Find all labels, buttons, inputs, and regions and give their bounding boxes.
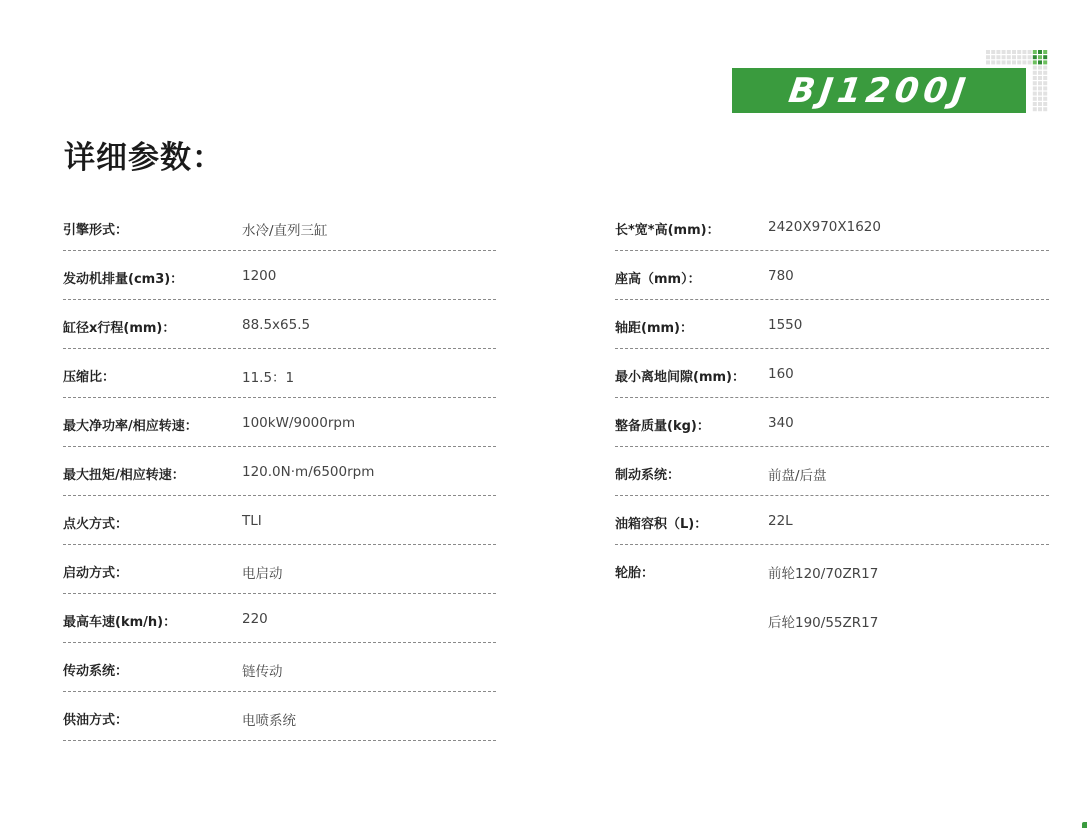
spec-list-right xyxy=(615,202,1049,643)
spec-row xyxy=(63,398,496,447)
spec-list-left xyxy=(63,202,496,741)
spec-value: 340 xyxy=(768,415,794,431)
spec-label: 最高车速(km/h)： xyxy=(63,615,177,630)
spec-value: 前轮120/70ZR17 xyxy=(768,566,879,582)
spec-label: 供油方式： xyxy=(63,713,129,728)
spec-value: 水冷/直列三缸 xyxy=(242,223,328,239)
spec-value: 前盘/后盘 xyxy=(768,468,827,484)
spec-label: 油箱容积（L)： xyxy=(615,517,708,532)
model-name: BJ1200J xyxy=(785,70,973,111)
spec-label: 最大净功率/相应转速： xyxy=(63,419,198,434)
spec-row xyxy=(63,202,496,251)
spec-value: 780 xyxy=(768,268,794,284)
spec-row xyxy=(63,349,496,398)
spec-row xyxy=(615,300,1049,349)
spec-value: 后轮190/55ZR17 xyxy=(768,615,879,631)
spec-value: 电喷系统 xyxy=(242,713,296,729)
spec-label: 轮胎： xyxy=(615,566,655,581)
spec-row xyxy=(63,643,496,692)
spec-label: 整备质量(kg)： xyxy=(615,419,710,434)
spec-label: 轴距(mm)： xyxy=(615,321,693,336)
spec-value: 2420X970X1620 xyxy=(768,219,881,235)
spec-row xyxy=(615,496,1049,545)
spec-label: 最大扭矩/相应转速： xyxy=(63,468,185,483)
spec-label: 长*宽*高(mm)： xyxy=(615,223,720,238)
spec-value: 1200 xyxy=(242,268,277,284)
spec-value: 链传动 xyxy=(242,664,283,680)
model-badge xyxy=(732,68,1026,113)
spec-label: 压缩比： xyxy=(63,370,116,385)
spec-label: 启动方式： xyxy=(63,566,129,581)
spec-label: 引擎形式： xyxy=(63,223,129,238)
spec-row xyxy=(63,496,496,545)
spec-label: 缸径x行程(mm)： xyxy=(63,321,176,336)
spec-value: 22L xyxy=(768,513,793,529)
corner-accent xyxy=(1082,822,1087,828)
spec-label: 座高（mm）： xyxy=(615,272,701,287)
spec-label: 制动系统： xyxy=(615,468,681,483)
spec-row xyxy=(63,447,496,496)
spec-row xyxy=(615,545,1049,594)
spec-row xyxy=(615,202,1049,251)
spec-label: 发动机排量(cm3)： xyxy=(63,272,184,287)
spec-row xyxy=(63,692,496,741)
spec-value: 88.5x65.5 xyxy=(242,317,311,333)
spec-value: 220 xyxy=(242,611,268,627)
spec-row xyxy=(615,398,1049,447)
spec-row xyxy=(63,251,496,300)
spec-row xyxy=(615,349,1049,398)
spec-value: 120.0N·m/6500rpm xyxy=(242,464,375,480)
spec-row xyxy=(615,251,1049,300)
spec-row xyxy=(63,300,496,349)
spec-value: 11.5：1 xyxy=(242,370,295,386)
spec-row xyxy=(615,594,1049,643)
spec-row xyxy=(63,594,496,643)
page-title: 详细参数： xyxy=(64,140,224,176)
spec-value: 电启动 xyxy=(242,566,283,582)
spec-label: 传动系统： xyxy=(63,664,129,679)
spec-value: TLI xyxy=(242,513,262,529)
spec-value: 160 xyxy=(768,366,794,382)
spec-label: 最小离地间隙(mm)： xyxy=(615,370,745,385)
spec-value: 100kW/9000rpm xyxy=(242,415,356,431)
spec-label: 点火方式： xyxy=(63,517,129,532)
spec-row xyxy=(63,545,496,594)
spec-value: 1550 xyxy=(768,317,803,333)
spec-row xyxy=(615,447,1049,496)
